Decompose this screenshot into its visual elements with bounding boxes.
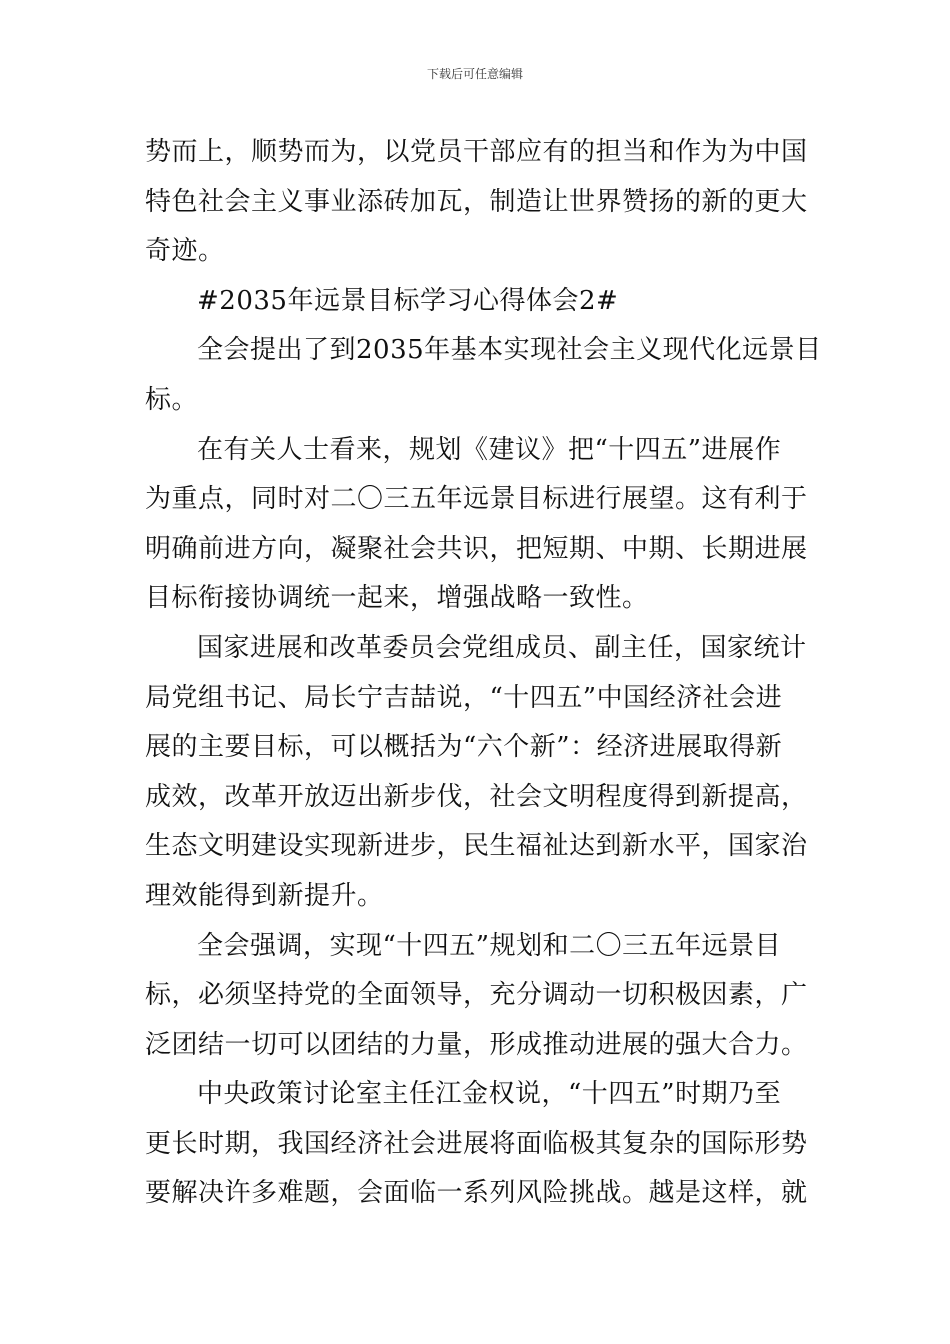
text-line: 全会提出了到2035年基本实现社会主义现代化远景目 xyxy=(197,335,822,366)
text-line: 中央政策讨论室主任江金权说，“十四五”时期乃至 xyxy=(197,1079,782,1110)
text-line: 展的主要目标，可以概括为“六个新”：经济进展取得新 xyxy=(145,732,783,763)
text-line: 特色社会主义事业添砖加瓦，制造让世界赞扬的新的更大 xyxy=(145,186,808,217)
text-line: 奇迹。 xyxy=(145,236,225,267)
document-body xyxy=(145,128,822,1219)
text-line: 在有关人士看来，规划《建议》把“十四五”进展作 xyxy=(197,434,782,465)
text-line: 标，必须坚持党的全面领导，充分调动一切积极因素，广 xyxy=(145,980,808,1011)
text-line: 标。 xyxy=(145,384,199,415)
text-line: 明确前进方向，凝聚社会共识，把短期、中期、长期进展 xyxy=(145,533,808,564)
text-line: 全会强调，实现“十四五”规划和二〇三五年远景目 xyxy=(197,930,782,961)
text-line: 更长时期，我国经济社会进展将面临极其复杂的国际形势 xyxy=(145,1128,808,1159)
page-header-note: 下载后可任意编辑 xyxy=(426,67,523,81)
text-line: 要解决许多难题，会面临一系列风险挑战。越是这样，就 xyxy=(145,1178,808,1209)
text-line: 为重点，同时对二〇三五年远景目标进行展望。这有利于 xyxy=(145,484,808,515)
text-line: 局党组书记、局长宁吉喆说，“十四五”中国经济社会进 xyxy=(145,682,783,713)
text-line: 势而上，顺势而为，以党员干部应有的担当和作为为中国 xyxy=(145,137,808,167)
text-line: 成效，改革开放迈出新步伐，社会文明程度得到新提高， xyxy=(145,781,808,812)
text-line: #2035年远景目标学习心得体会2# xyxy=(197,285,619,316)
text-line: 理效能得到新提升。 xyxy=(145,880,384,911)
text-line: 目标衔接协调统一起来，增强战略一致性。 xyxy=(145,583,649,614)
text-line: 生态文明建设实现新进步，民生福祉达到新水平，国家治 xyxy=(145,831,808,862)
text-line: 泛团结一切可以团结的力量，形成推动进展的强大合力。 xyxy=(145,1029,808,1060)
text-line: 国家进展和改革委员会党组成员、副主任，国家统计 xyxy=(197,632,807,663)
